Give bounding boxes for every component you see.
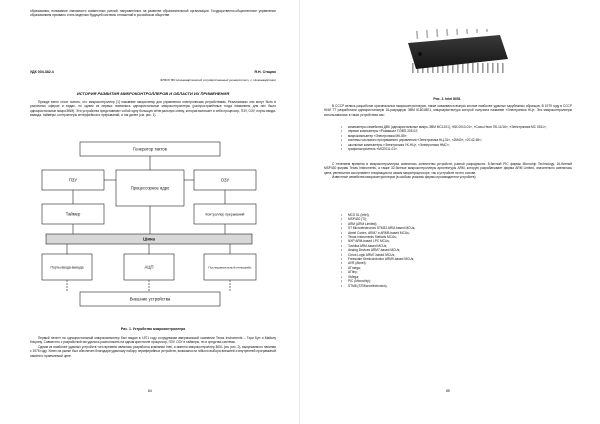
list-item: • Cirrus Logic ARM7-based MCUs; [348,253,582,257]
list-item: • NXP ARM-based LPC MCUs; [348,239,582,243]
list-item: • ARM (ARM Limited); [348,222,582,226]
list-item: • PIC (Microchip); [348,279,582,283]
udc-code: УДК 004.382.4 [30,70,54,74]
list-item: • Toshiba ARM-based MCUs; [348,244,582,248]
list-item: • школьные компьютеры «Электроника УК-НЦ», «Электроника НМС»; [348,143,582,147]
body-paragraph-1: Прежде всего стоит понять, что микроконтроллер [1] называют микросхему для управления электронными устройствами. Реализованы они могут быть в различных сферах и видах, но одним из первых появились однокристальные микроконтроллеры (распространённые тогда названием для них было однокристальные микроЭВМ). Эти устройства представляют собой одну большую интегральную схему, которая включает в себя процессор, ПЗУ, ОЗУ, порты ввода-вывода, таймеры, контроллеры интерфейсов и прерываний, а так далее (см. рис. 1). [30,100,276,118]
article-title: ИСТОРИЯ РАЗВИТИЯ МИКРОКОНТРОЛЛЕРОВ И ОБЛАСТИ ИХ ПРИМЕНЕНИЯ [76,91,230,96]
author-name: Я.Н. Стацюк [254,70,276,74]
list-item: • ATtiny; [348,270,582,274]
diagram-adc-label: АЦП [144,264,154,270]
list-item: • STM8 (STMicroelectronics). [348,284,582,288]
list-item: • Texas Instruments Stellaris MCUs; [348,235,582,239]
list-item: • компьютеры семейства ДВК (однокристальные микро-ЭВМ МС1201), «БК-0010-01», «Союз-Неон ПК-11/16», «Электроника МС 0511»; [348,125,582,129]
diagram-rom-label: ПЗУ [68,177,78,183]
list-item: • ATmega; [348,266,582,270]
list-item: • графопостроитель «МСЕ011-01». [348,147,582,151]
list-item: • MCS 51 (Intel); [348,213,582,217]
figure-2-caption: Рис. 2. Intel 8051 [433,97,461,101]
ussr-devices-list [338,125,582,151]
figure-1-caption: Рис. 1. Устройство микроконтроллера [120,327,186,331]
list-item: • системы числового программного управления «Электроника НЦ-31», «2М43», «2С42-65»; [348,138,582,142]
right-paragraph-2: С течением времени в микроконтроллерах сменилось количество устройств, разной разрядности. 8-битный PIC фирмы Microchip Technology, 16-битный MSP430 фирмы Texas Instruments, а также 32-битные микроконтроллеры архитектуры ARM, которую разрабатывает фирма ARM Limited, значительно сменилась цена, увеличился ассортимент и вариации на самом микропроцессоре, так и устройств на его основе. Известные семейства микроконтроллеров (в скобках указаны фирмы-производители устройств): [324,162,572,180]
diagram-external-label: Внешние устройства [129,296,171,302]
diagram-serial-label: Последовательный интерфейс [208,265,252,270]
microcontroller-diagram [38,138,260,318]
intel-8051-chip-photo [406,29,510,85]
page-number-left: 84 [148,389,152,393]
list-item: • Freescale Semiconductor ARM9-based MCUs; [348,257,582,261]
right-paragraph-1: В СССР велись разработки оригинальных микроконтроллеров, также осваивался выпуск клонов наиболее удачных зарубежных образцов. В 1979 году в СССР НИИ ТТ разработали однокристальную 16-разрядную ЭВМ К1801ВЕ1, микроархитектура которой получила название «Электроника НЦ». Это микроконтроллеры использовались в таких устройствах как: [324,104,572,117]
list-item: • AVR (Atmel); [348,261,582,265]
diagram-clock-label: Генератор тактов [133,146,167,152]
diagram-ports-label: Порты ввода-вывода [50,265,84,270]
diagram-timer-label: Таймер [65,211,81,217]
list-item: • микрокомпьютер «Электроника МК-85»; [348,134,582,138]
diagram-ram-label: ОЗУ [220,177,230,183]
intro-paragraph: образования, понимание значимости совместных усилий, направленных на развитие образовательной организации. Государственно-общественное управление образованием призвано стать моделью будущей системы отношений в российском обществе. [30,9,276,18]
author-affiliation: ФГБОУ ВО Нижневартовский государственный университет, г. Нижневартовск [160,78,276,82]
mcu-families-list [338,213,582,288]
diagram-cpu-label: Процессорное ядро [130,185,170,191]
list-item: • XMega; [348,275,582,279]
list-item: • ST Microelectronics STM32 ARM-based MCUs; [348,226,582,230]
body-paragraph-2: Первый патент на однокристальный микрокомпьютер был выдан в 1971 году сотрудникам американской компании Texas Instruments – Гэри Бун и Майклу Кочрану. Совместно с разработкой им удалось расположить на одном кристалле процессор, ПЗУ, ОЗУ и таймеры, но и средства системы. Одним из наиболее удачных устройств того времени являлась разработка компании Intel, а именно микроконтроллер 8051 (см. рис. 2), выпускаемого начиная с 1976 году. Успех на рынке был обеспечен благодаря удачному набору периферийных устройств, возможности гибкого выбора внешней и внутренней программной памяти и приемлемой цене. [30,336,276,358]
page-number-right: 85 [446,389,450,393]
list-item: • MSP430 (TI); [348,217,582,221]
list-item: • Atmel Cortex, ARM7 и ARM9-based MCUs; [348,231,582,235]
diagram-irq-label: Контроллер прерываний [205,212,245,217]
list-item: • Analog Devices ARM7-based MCUs; [348,248,582,252]
list-item: • первые компьютеры «Ромашка» ПЭВП-305-02; [348,129,582,133]
diagram-bus-label: Шина [143,236,155,242]
